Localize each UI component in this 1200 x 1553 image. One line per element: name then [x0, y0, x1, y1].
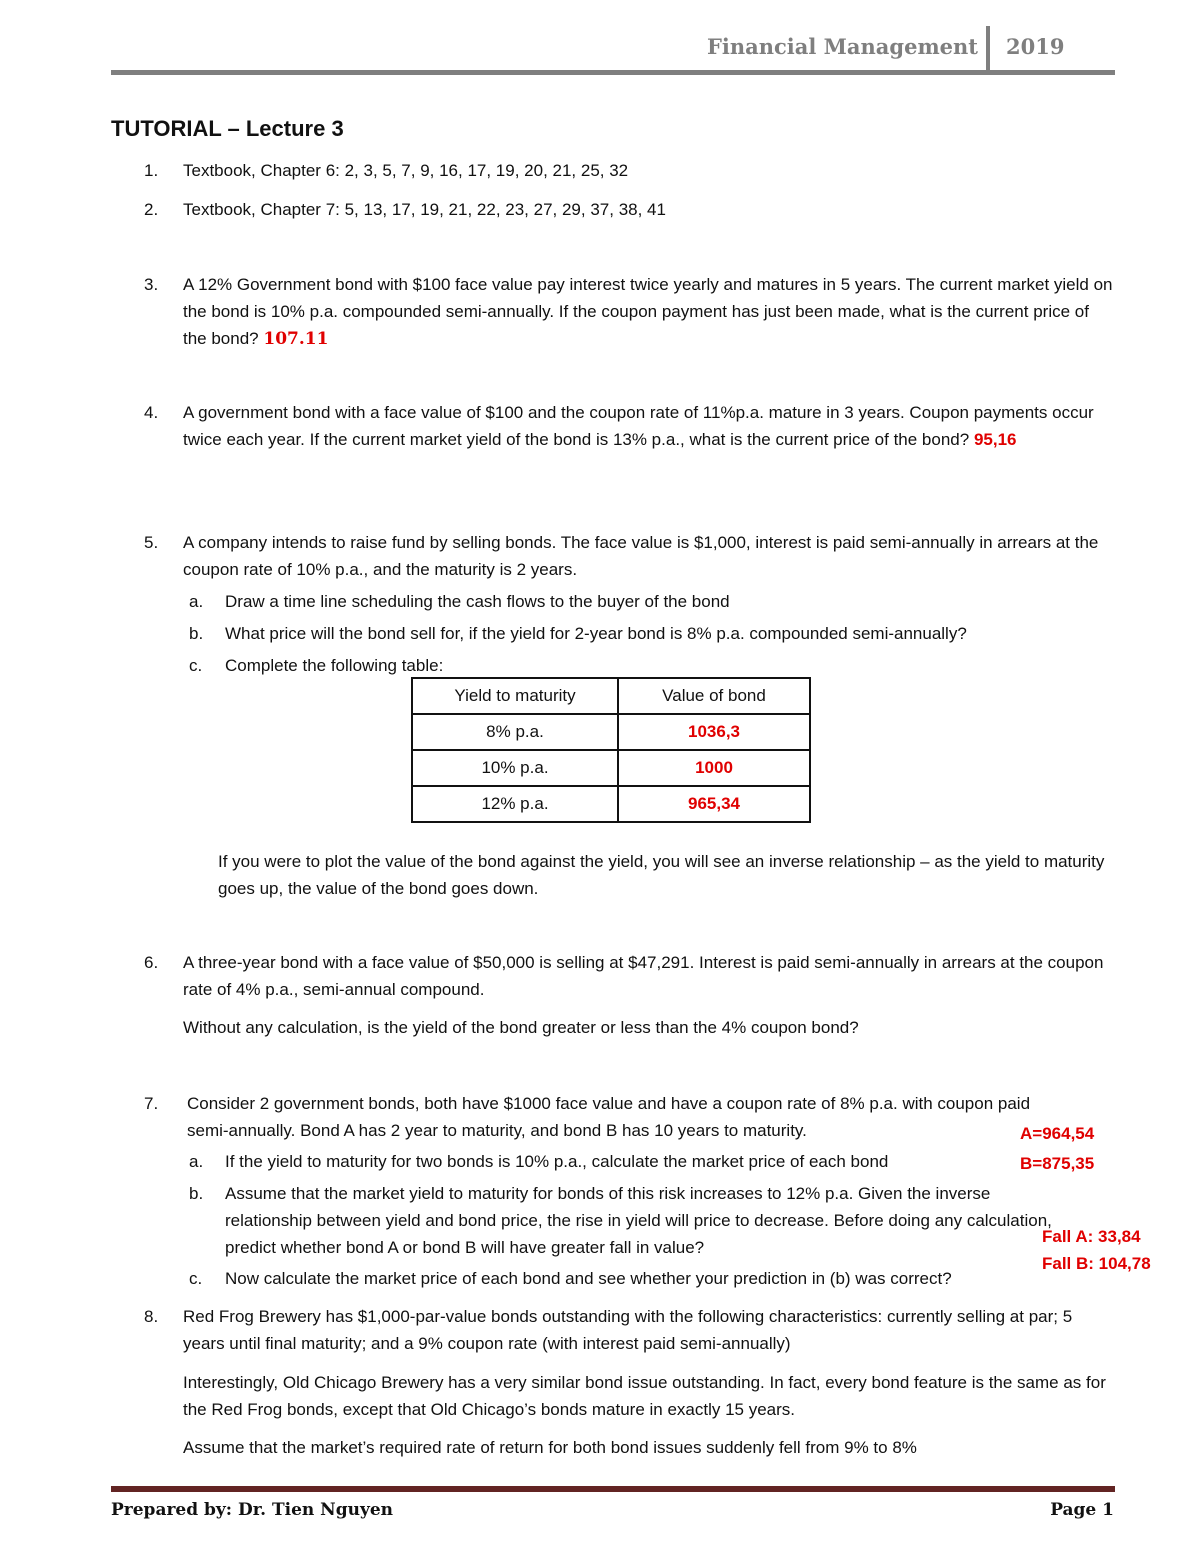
sub-label: c.: [189, 656, 203, 675]
question-number: 3.: [144, 275, 159, 294]
sub-question-7a: [189, 1148, 1029, 1175]
question-5-note: If you were to plot the value of the bond against the yield, you will see an inverse relationship – as the yield to maturity goes up, the value of the bond goes down.: [218, 852, 1105, 898]
footer-rule: [111, 1486, 1115, 1492]
question-text: A three-year bond with a face value of $50,000 is selling at $47,291. Interest is paid semi-annually in arrears at the coupon rate of 4% p.a., semi-annual compound.: [183, 953, 1104, 999]
question-5: [111, 529, 1121, 583]
sub-question-5b: [189, 620, 1119, 647]
sub-question-5c: [189, 652, 1109, 679]
question-number: 8.: [144, 1307, 159, 1326]
answer: 95,16: [973, 430, 1017, 449]
tutorial-title: TUTORIAL – Lecture 3: [111, 116, 344, 141]
table-cell-yield: 12% p.a.: [412, 786, 618, 822]
table-header: Yield to maturity: [412, 678, 618, 714]
question-number: 4.: [144, 403, 159, 422]
table-row: [412, 786, 810, 822]
sub-text: Draw a time line scheduling the cash flows to the buyer of the bond: [225, 592, 730, 611]
question-text: Textbook, Chapter 6: 2, 3, 5, 7, 9, 16, 17, 19, 20, 21, 25, 32: [183, 161, 629, 180]
footer-page-number: Page 1: [1050, 1500, 1114, 1520]
header-separator: [986, 26, 990, 72]
sub-label: b.: [189, 624, 204, 643]
sub-text: If the yield to maturity for two bonds is 10% p.a., calculate the market price of each bond: [225, 1152, 889, 1171]
question-text: A 12% Government bond with $100 face value pay interest twice yearly and matures in 5 years. The current market yield on the bond is 10% p.a. compounded semi-annually. If the coupon payment has just been made, what is the current price of the bond?: [183, 275, 1113, 348]
question-6: [111, 949, 1121, 1003]
table-cell-yield: 10% p.a.: [412, 750, 618, 786]
sub-question-7b: [189, 1180, 1079, 1261]
sub-label: b.: [189, 1184, 204, 1203]
question-text: Red Frog Brewery has $1,000-par-value bonds outstanding with the following characteristics: currently selling at par; 5 years until final maturity; and a 9% coupon rate (with interest paid semi-annually): [183, 1307, 1073, 1353]
question-number: 6.: [144, 953, 159, 972]
question-number: 5.: [144, 533, 159, 552]
question-1: [111, 157, 1121, 184]
answer: 107.11: [263, 329, 329, 349]
table-cell-value: 965,34: [618, 786, 810, 822]
question-number: 2.: [144, 200, 159, 219]
question-text: A company intends to raise fund by selling bonds. The face value is $1,000, interest is paid semi-annually in arrears at the coupon rate of 10% p.a., and the maturity is 2 years.: [183, 533, 1099, 579]
answer-a-price: A=964,54: [1020, 1124, 1095, 1143]
sub-text: What price will the bond sell for, if the yield for 2-year bond is 8% p.a. compounded semi-annually?: [225, 624, 967, 643]
header-rule: [111, 70, 1115, 75]
sub-label: c.: [189, 1269, 203, 1288]
question-8-paragraph-2: Interestingly, Old Chicago Brewery has a very similar bond issue outstanding. In fact, every bond feature is the same as for the Red Frog bonds, except that Old Chicago’s bonds mature in exactly 15 years.: [183, 1373, 1106, 1419]
table-cell-value: 1000: [618, 750, 810, 786]
question-4: [111, 399, 1121, 453]
question-2: [111, 196, 1121, 223]
yield-table: [411, 677, 811, 823]
footer-author: Prepared by: Dr. Tien Nguyen: [111, 1500, 394, 1520]
answer-fall-a: Fall A: 33,84: [1042, 1227, 1141, 1246]
question-number: 1.: [144, 161, 159, 180]
question-7: [111, 1090, 1121, 1144]
question-text: Textbook, Chapter 7: 5, 13, 17, 19, 21, 22, 23, 27, 29, 37, 38, 41: [183, 200, 666, 219]
table-header: Value of bond: [618, 678, 810, 714]
table-cell-value: 1036,3: [618, 714, 810, 750]
sub-label: a.: [189, 1152, 204, 1171]
question-text: Consider 2 government bonds, both have $1000 face value and have a coupon rate of 8% p.a. with coupon paid semi-annually. Bond A has 2 year to maturity, and bond B has 10 years to maturity.: [187, 1094, 1031, 1140]
table-cell-yield: 8% p.a.: [412, 714, 618, 750]
header-year: 2019: [1006, 34, 1065, 59]
answer-fall-b: Fall B: 104,78: [1042, 1254, 1151, 1273]
table-header-row: [412, 678, 810, 714]
question-8-paragraph-3: Assume that the market’s required rate of return for both bond issues suddenly fell from 9% to 8%: [183, 1438, 917, 1457]
sub-question-7c: [189, 1265, 1079, 1292]
table-row: [412, 714, 810, 750]
question-text: A government bond with a face value of $100 and the coupon rate of 11%p.a. mature in 3 years. Coupon payments occur twice each year. If the current market yield of the bond is 13% p.a., what is the current price of the bond?: [183, 403, 1094, 449]
question-8: [111, 1303, 1121, 1357]
sub-text: Assume that the market yield to maturity for bonds of this risk increases to 12% p.a. Given the inverse relationship between yield and bond price, the rise in yield will price to decrease. Before doing any calculation, predict whether bond A or bond B will have greater fall in value?: [225, 1184, 1052, 1257]
sub-question-5a: [189, 588, 1109, 615]
table-row: [412, 750, 810, 786]
question-number: 7.: [144, 1094, 159, 1113]
header-title: Financial Management: [706, 34, 978, 59]
question-6-followup: Without any calculation, is the yield of the bond greater or less than the 4% coupon bond?: [183, 1018, 859, 1037]
sub-text: Now calculate the market price of each bond and see whether your prediction in (b) was correct?: [225, 1269, 952, 1288]
sub-text: Complete the following table:: [225, 656, 444, 675]
answer-b-price: B=875,35: [1020, 1154, 1095, 1173]
sub-label: a.: [189, 592, 204, 611]
question-3: [111, 271, 1121, 353]
